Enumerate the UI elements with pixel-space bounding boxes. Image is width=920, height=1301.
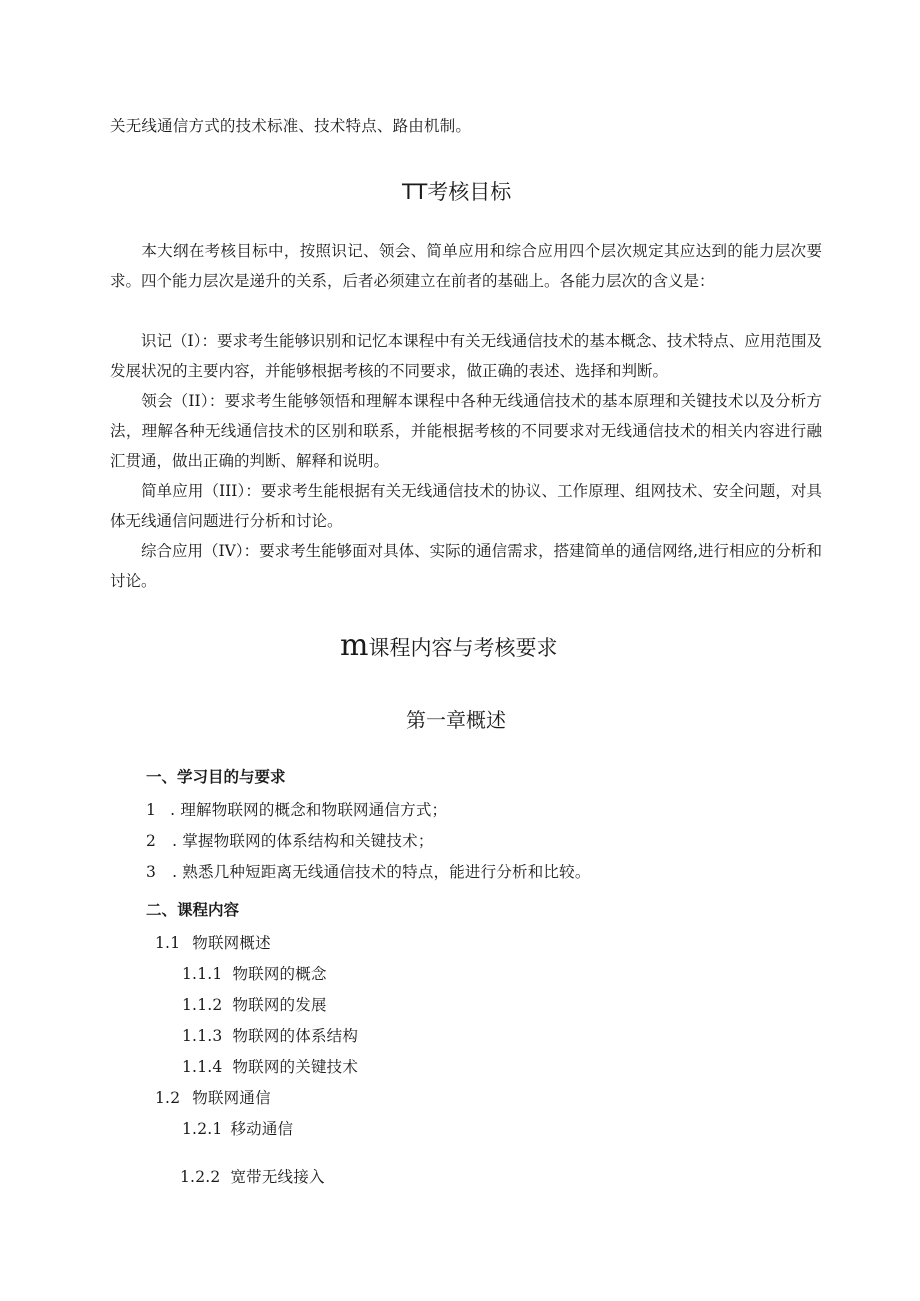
toc-section: 1.1 物联网概述 [155, 934, 271, 952]
chapter-title: 第一章概述 [406, 708, 506, 732]
toc-subsection: 1.1.1 物联网的概念 [182, 965, 327, 983]
level-paragraph-simple-apply: 简单应用（III）：要求考生能根据有关无线通信技术的协议、工作原理、组网技术、安全问题，对具体无线通信问题进行分析和讨论。 [110, 482, 822, 530]
objective-item: 3 . 熟悉几种短距离无线通信技术的特点，能进行分析和比较。 [146, 863, 591, 881]
section-number: TT [402, 180, 428, 204]
level-paragraph-comprehensive-apply: 综合应用（IV）：要求考生能够面对具体、实际的通信需求，搭建简单的通信网络,进行相应的分析和讨论。 [110, 542, 822, 590]
objective-item: 1 . 理解物联网的概念和物联网通信方式； [146, 801, 448, 819]
toc-subsection: 1.1.3 物联网的体系结构 [182, 1027, 359, 1045]
toc-section: 1.2 物联网通信 [155, 1089, 271, 1107]
section-title: 考核目标 [427, 180, 512, 204]
level-paragraph-memorize: 识记（I）：要求考生能够识别和记忆本课程中有关无线通信技术的基本概念、技术特点、应用范围及发展状况的主要内容，并能够根据考核的不同要求，做正确的表述、选择和判断。 [110, 332, 822, 380]
toc-subsection: 1.1.2 物联网的发展 [182, 996, 327, 1014]
section-heading-course-content [340, 628, 557, 663]
content-heading: 二、课程内容 [146, 901, 240, 919]
level-paragraph-comprehend: 领会（II）：要求考生能够领悟和理解本课程中各种无线通信技术的基本原理和关键技术以及分析方法，理解各种无线通信技术的区别和联系，并能根据考核的不同要求对无线通信技术的相关内容进行融汇贯通，做出正确的判断、解释和说明。 [110, 392, 822, 470]
objectives-heading: 一、学习目的与要求 [146, 768, 286, 786]
toc-subsection: 1.1.4 物联网的关键技术 [182, 1058, 359, 1076]
toc-subsection: 1.2.1 移动通信 [182, 1120, 294, 1138]
objective-item: 2 . 掌握物联网的体系结构和关键技术； [146, 832, 434, 850]
continuation-line: 关无线通信方式的技术标准、技术特点、路由机制。 [110, 117, 472, 135]
section-heading-assessment-goals [402, 176, 511, 206]
section-title: 课程内容与考核要求 [368, 636, 558, 660]
section-number: m [340, 628, 369, 663]
intro-paragraph: 本大纲在考核目标中，按照识记、领会、简单应用和综合应用四个层次规定其应达到的能力层次要求。四个能力层次是递升的关系，后者必须建立在前者的基础上。各能力层次的含义是： [110, 242, 822, 290]
toc-subsection: 1.2.2 宽带无线接入 [180, 1168, 325, 1186]
